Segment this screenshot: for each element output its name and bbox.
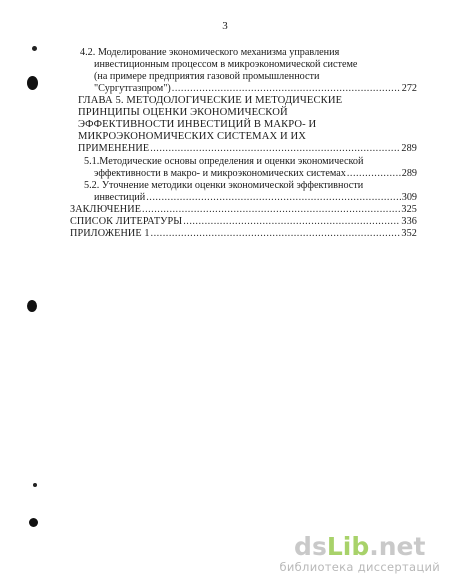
- toc-page-4-2: 272: [401, 83, 417, 94]
- punch-hole: [29, 518, 38, 527]
- toc-entry-4-2-line1: 4.2. Моделирование экономического механизма управления: [80, 47, 340, 58]
- leader-dots: [146, 192, 401, 203]
- leader-dots: [142, 204, 400, 215]
- leader-dots: [347, 168, 401, 179]
- leader-dots: [183, 216, 400, 227]
- punch-hole: [27, 76, 38, 90]
- toc-appendix-title: ПРИЛОЖЕНИЕ 1: [70, 228, 150, 239]
- toc-entry-5-2-line1: 5.2. Уточнение методики оценки экономической эффективности: [84, 180, 364, 191]
- toc-page-conclusion: 325: [401, 204, 417, 215]
- punch-hole: [27, 300, 37, 312]
- toc-entry-4-2: [94, 83, 417, 94]
- dslib-subtitle: библиотека диссертаций: [279, 560, 440, 574]
- toc-chapter-5-line4: МИКРОЭКОНОМИЧЕСКИХ СИСТЕМАХ И ИХ: [78, 131, 306, 142]
- toc-page-chapter-5: 289: [401, 143, 417, 154]
- page-number: 3: [222, 20, 228, 32]
- toc-chapter-5-line5: ПРИМЕНЕНИЕ: [78, 143, 150, 154]
- toc-chapter-5-line1: ГЛАВА 5. МЕТОДОЛОГИЧЕСКИЕ И МЕТОДИЧЕСКИЕ: [78, 95, 343, 106]
- toc-page-5-2: 309: [401, 192, 417, 203]
- toc-chapter-5-line3: ЭФФЕКТИВНОСТИ ИНВЕСТИЦИЙ В МАКРО- И: [78, 119, 317, 130]
- leader-dots: [151, 228, 401, 239]
- toc-chapter-5: [78, 143, 417, 154]
- scan-mark: [33, 483, 37, 487]
- toc-page-references: 336: [401, 216, 417, 227]
- toc-conclusion-title: ЗАКЛЮЧЕНИЕ: [70, 204, 142, 215]
- toc-conclusion: [70, 204, 417, 215]
- toc-references-title: СПИСОК ЛИТЕРАТУРЫ: [70, 216, 183, 227]
- scan-mark: [32, 46, 37, 51]
- toc-page-5-1: 289: [401, 168, 417, 179]
- toc-references: [70, 216, 417, 227]
- toc-chapter-5-line2: ПРИНЦИПЫ ОЦЕНКИ ЭКОНОМИЧЕСКОЙ: [78, 107, 288, 118]
- dslib-logo: dsLib.net: [294, 532, 426, 561]
- toc-entry-5-2-line2: инвестиций: [94, 192, 146, 203]
- leader-dots: [150, 143, 400, 154]
- toc-entry-5-1-line2: эффективности в макро- и микроэкономических системах: [94, 168, 346, 179]
- toc-entry-5-2: [94, 192, 417, 203]
- toc-entry-5-1: [94, 168, 417, 179]
- toc-appendix: [70, 228, 417, 239]
- toc-entry-4-2-line3: (на примере предприятия газовой промышленности: [94, 71, 320, 82]
- toc-entry-4-2-line2: инвестиционным процессом в микроэкономической системе: [94, 59, 358, 70]
- toc-entry-4-2-line4: "Сургутгазпром"): [94, 83, 171, 94]
- dslib-watermark[interactable]: [279, 534, 440, 574]
- leader-dots: [172, 83, 401, 94]
- toc-page-appendix: 352: [401, 228, 417, 239]
- toc-entry-5-1-line1: 5.1.Методические основы определения и оценки экономической: [84, 156, 364, 167]
